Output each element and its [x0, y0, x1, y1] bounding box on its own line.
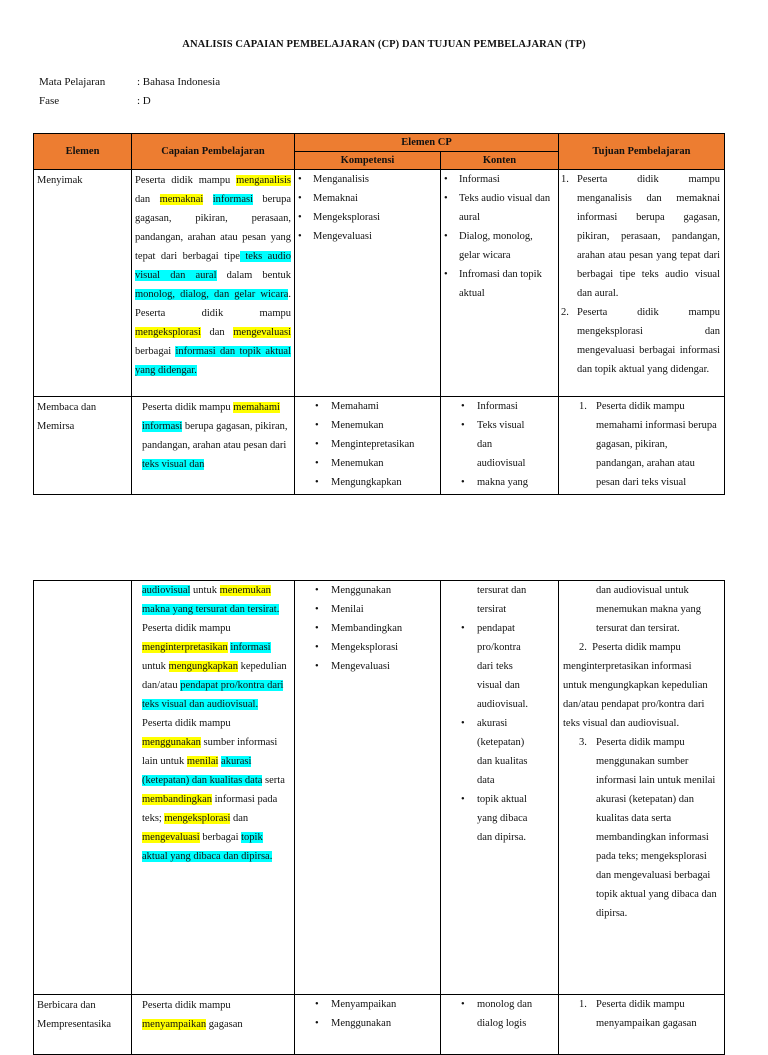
table-row-menyimak	[34, 170, 725, 397]
list-item: 1. Peserta didik mampu memahami informasi berupa gagasan, pikiran, pandangan, arahan atau pesan dari teks visual	[579, 401, 717, 488]
cell-kompetensi	[295, 581, 441, 995]
cell-tujuan	[559, 170, 725, 397]
highlighted-text: memaknai	[159, 194, 204, 205]
highlighted-text: topik aktual yang dibaca dan dipirsa.	[142, 832, 273, 862]
text-run: kepedulian dan/atau	[142, 661, 287, 691]
list-item: • monolog dan dialog logis	[441, 995, 558, 1033]
cell-kompetensi	[295, 397, 441, 495]
list-item: • pendapat pro/kontra dari teks visual dan audiovisual.	[441, 619, 528, 714]
list-item: • Membandingkan	[295, 619, 440, 638]
highlighted-text: akurasi (ketepatan) dan kualitas data	[142, 756, 263, 786]
cell-elemen: Membaca dan Memirsa	[34, 397, 132, 495]
table-row-berbicara	[34, 995, 725, 1055]
text-run: . Peserta didik mampu	[135, 289, 291, 319]
cell-capaian	[132, 397, 295, 495]
list-item: • Mengevaluasi	[295, 657, 440, 676]
highlighted-text: menganalisis	[236, 175, 291, 186]
table-row-membaca-continued	[34, 581, 725, 995]
highlighted-text: menilai	[186, 756, 219, 767]
document-title: ANALISIS CAPAIAN PEMBELAJARAN (CP) DAN TUJUAN PEMBELAJARAN (TP)	[182, 39, 586, 50]
list-item: • Menyampaikan	[295, 995, 440, 1014]
cell-konten	[441, 581, 559, 995]
text-run: dan	[200, 327, 234, 338]
list-item: 2. Peserta didik mampu mengeksplorasi dan mengevaluasi berbagai informasi dan topik aktual yang didengar.	[561, 307, 721, 375]
list-item: • Memahami	[295, 397, 440, 416]
highlighted-text: mengungkapkan	[168, 661, 238, 672]
list-item: • Menganalisis	[295, 170, 440, 189]
text-run: Peserta didik mampu	[135, 175, 237, 186]
list-item: 1. Peserta didik mampu menganalisis dan memaknai informasi berupa gagasan, pikiran, perasaan, pandangan, arahan atau pesan yang tepat dari berbagai tipe teks audio visual dan aural.	[561, 174, 721, 299]
text-run: sumber informasi lain untuk	[142, 737, 278, 767]
highlighted-text: teks audio visual dan aural	[135, 251, 291, 281]
text-run: berbagai	[135, 346, 176, 357]
highlighted-text: informasi	[142, 421, 183, 432]
analysis-table	[33, 133, 725, 495]
list-item: • Mengeksplorasi	[295, 208, 440, 227]
list-item: • Menggunakan	[295, 1014, 440, 1033]
list-item: • Mengungkapkan	[295, 473, 440, 492]
text-run: berbagai	[199, 832, 242, 843]
text-run: Peserta didik mampu	[142, 402, 234, 413]
highlighted-text: makna yang tersurat dan tersirat.	[142, 604, 280, 615]
cell-capaian	[132, 170, 295, 397]
list-item: 3. Peserta didik mampu menggunakan sumber informasi lain untuk menilai akurasi (ketepatan) dan kualitas data serta membandingkan informasi pada teks; mengeksplorasi dan mengevaluasi berbagai topik aktual yang dibaca dan dipirsa.	[579, 737, 717, 919]
meta-value: : Bahasa Indonesia	[137, 76, 221, 88]
list-item: • akurasi (ketepatan) dan kualitas data	[441, 714, 528, 790]
text-run: serta	[262, 775, 285, 786]
cell-elemen: Menyimak	[34, 170, 132, 397]
highlighted-text: informasi	[212, 194, 253, 205]
header-kompetensi: Kompetensi	[295, 152, 441, 170]
highlighted-text: pendapat pro/kontra dari teks visual dan audiovisual.	[142, 680, 284, 710]
list-item: • Teks visual dan audiovisual	[441, 416, 528, 473]
list-item: • Menemukan	[295, 416, 440, 435]
highlighted-text: menginterpretasikan	[142, 642, 228, 653]
list-item: • Dialog, monolog, gelar wicara	[441, 227, 554, 265]
list-item: • Informasi	[441, 170, 554, 189]
list-item: 2. Peserta didik mampu menginterpretasikan informasi untuk mengungkapkan kepedulian dan/atau pendapat pro/kontra dari teks visual dan audiovisual.	[563, 642, 708, 729]
cell-konten	[441, 397, 559, 495]
text-run: untuk	[142, 661, 169, 672]
list-item: • Teks audio visual dan aural	[441, 189, 554, 227]
highlighted-text: menggunakan	[142, 737, 201, 748]
meta-row-subject	[39, 76, 220, 88]
list-item: • Mengevaluasi	[295, 227, 440, 246]
text-run: dan	[135, 194, 160, 205]
cell-capaian: Peserta didik mampu menyampaikan gagasan	[132, 995, 295, 1055]
highlighted-text: mengevaluasi	[142, 832, 200, 843]
highlighted-text: memahami	[233, 402, 280, 413]
cell-elemen	[34, 581, 132, 995]
list-item: • topik aktual yang dibaca dan dipirsa.	[441, 790, 528, 847]
cell-kompetensi	[295, 995, 441, 1055]
header-konten: Konten	[441, 152, 559, 170]
highlighted-text: audiovisual	[142, 585, 191, 596]
text-run: Peserta didik mampu	[142, 718, 231, 729]
cell-elemen: Berbicara dan Mempresentasika	[34, 995, 132, 1055]
cell-konten	[441, 995, 559, 1055]
meta-label: Fase	[39, 95, 60, 107]
highlighted-text: monolog, dialog, dan gelar wicara	[135, 289, 289, 300]
text-run: informasi pada teks;	[142, 794, 278, 824]
cell-konten	[441, 170, 559, 397]
list-item: • makna yang	[441, 473, 528, 492]
highlighted-text: membandingkan	[142, 794, 212, 805]
cell-kompetensi	[295, 170, 441, 397]
text-run: dan	[230, 813, 249, 824]
highlighted-text: informasi	[230, 642, 271, 653]
list-item-continued: tersurat dan tersirat	[477, 585, 527, 615]
list-item: • Mengintepretasikan	[295, 435, 440, 454]
text-run: berupa gagasan, pikiran, pandangan, arahan atau pesan dari	[142, 421, 288, 451]
text-run	[203, 194, 212, 205]
header-elemen: Elemen	[34, 134, 132, 170]
list-item: • Menggunakan	[295, 581, 440, 600]
cell-tujuan	[559, 581, 725, 995]
list-item: 1. Peserta didik mampu menyampaikan gagasan	[579, 999, 697, 1029]
list-item: • Mengeksplorasi	[295, 638, 440, 657]
list-item-continued: dan audiovisual untuk menemukan makna yang tersurat dan tersirat.	[596, 585, 701, 634]
highlighted-text: teks visual dan	[142, 459, 205, 470]
header-elemen-cp: Elemen CP	[295, 134, 559, 152]
highlighted-text: mengeksplorasi	[164, 813, 231, 824]
text-run: dalam bentuk	[216, 270, 291, 281]
cell-tujuan	[559, 995, 725, 1055]
header-tujuan: Tujuan Pembelajaran	[559, 134, 725, 170]
list-item: • Infromasi dan topik aktual	[441, 265, 554, 303]
list-item: • Menilai	[295, 600, 440, 619]
list-item: • Informasi	[441, 397, 528, 416]
header-capaian: Capaian Pembelajaran	[132, 134, 295, 170]
cell-tujuan	[559, 397, 725, 495]
list-item: • Menemukan	[295, 454, 440, 473]
highlighted-text: informasi dan topik aktual yang didengar.	[135, 346, 291, 376]
highlighted-text: mengeksplorasi	[135, 327, 201, 338]
table-row-membaca	[34, 397, 725, 495]
text-run: berupa gagasan, pikiran, perasaan, pandangan, arahan atau pesan yang tepat dari berbagai tipe	[135, 194, 291, 262]
list-item: • Memaknai	[295, 189, 440, 208]
meta-row-phase	[39, 95, 151, 107]
meta-value: : D	[137, 95, 151, 107]
highlighted-text: mengevaluasi	[233, 327, 291, 338]
analysis-table-continued	[33, 580, 725, 1055]
meta-label: Mata Pelajaran	[39, 76, 106, 88]
highlighted-text: menemukan	[219, 585, 271, 596]
text-run: untuk	[190, 585, 220, 596]
cell-capaian	[132, 581, 295, 995]
text-run: Peserta didik mampu	[142, 623, 231, 634]
